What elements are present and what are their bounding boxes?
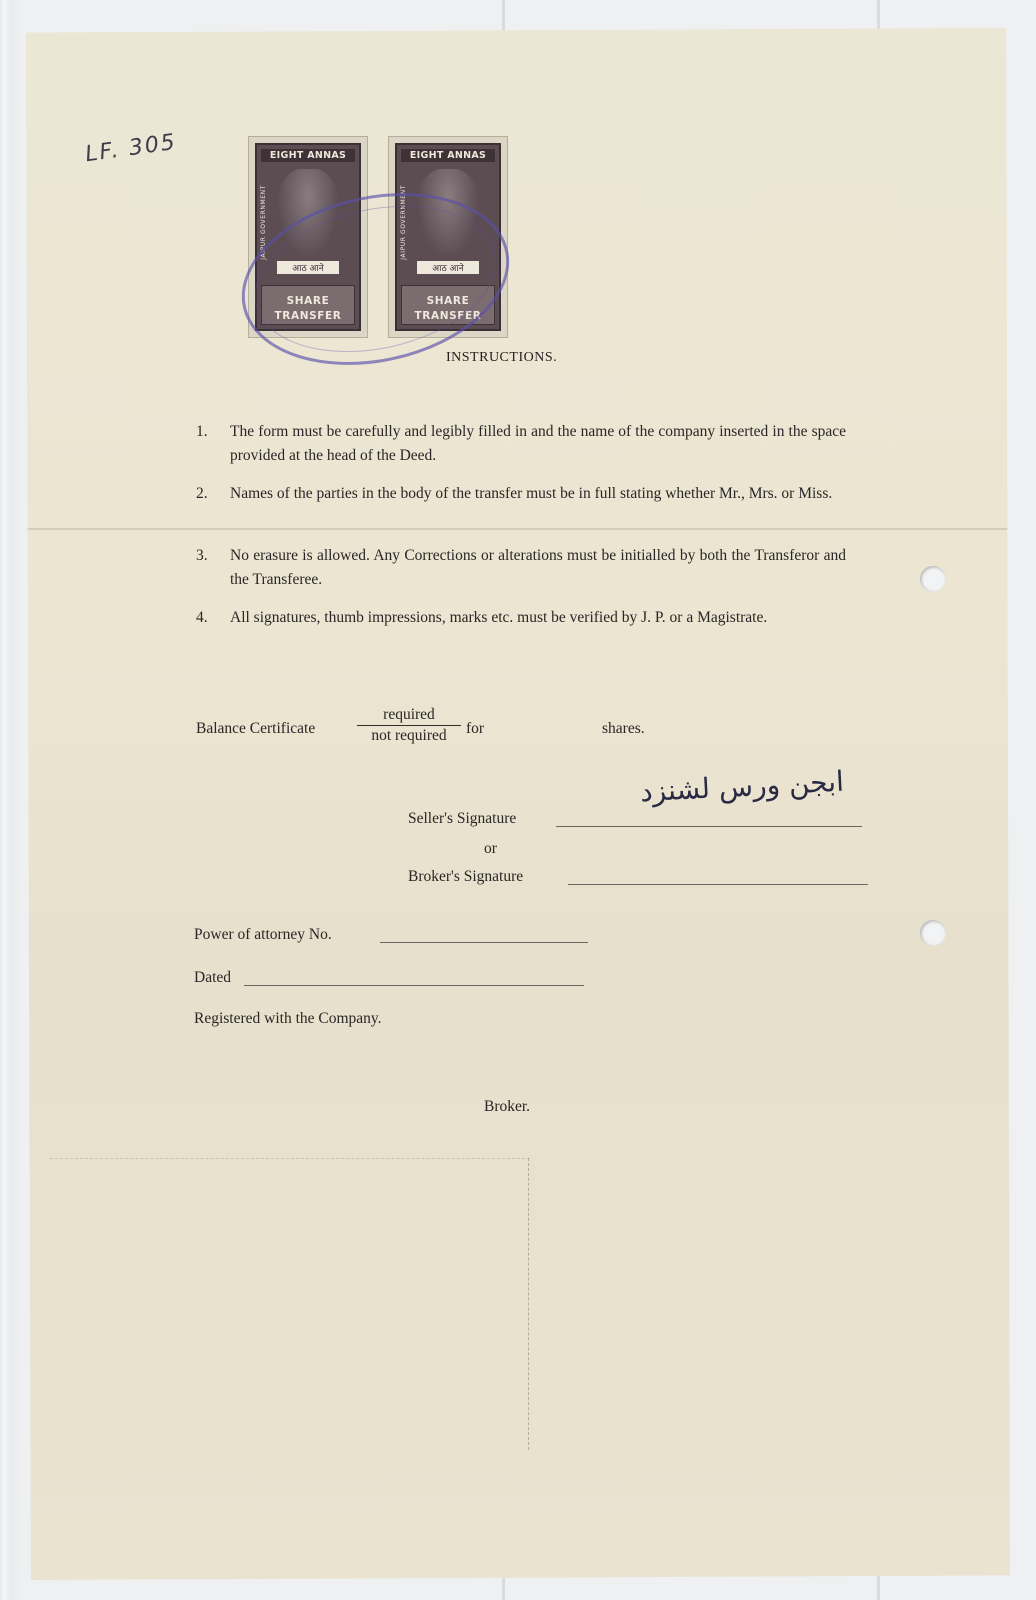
stamp-denomination: EIGHT ANNAS — [261, 149, 355, 162]
stamp-purpose: SHARE TRANSFER — [261, 285, 355, 325]
punch-hole — [920, 566, 946, 592]
punch-hole — [920, 920, 946, 946]
stamp-issuer: JAIPUR GOVERNMENT — [400, 185, 407, 260]
instruction-item: 1. The form must be carefully and legibly filled in and the name of the company inserted in the space provided at the head of the Deed. — [196, 423, 846, 464]
stamp-hindi-value: आठ आने — [277, 261, 339, 274]
handwritten-signature: ابجن ورس لشنزد — [639, 764, 845, 809]
instruction-item: 3. No erasure is allowed. Any Corrections or alterations must be initialled by both the Transferor and the Transferee. — [196, 547, 846, 588]
stamp-denomination: EIGHT ANNAS — [401, 149, 495, 162]
brokers-signature-line[interactable] — [568, 884, 868, 885]
instruction-item: 2. Names of the parties in the body of the transfer must be in full stating whether Mr., Mrs. or Miss. — [196, 485, 833, 502]
sellers-signature-line[interactable] — [556, 826, 862, 827]
for-label: for — [466, 720, 485, 737]
reference-mark: LF. 305 — [83, 129, 179, 168]
option-not-required: not required — [371, 727, 447, 744]
shares-label: shares. — [602, 720, 645, 737]
instruction-item: 4. All signatures, thumb impressions, marks etc. must be verified by J. P. or a Magistrate. — [196, 609, 768, 626]
stamp-issuer: JAIPUR GOVERNMENT — [260, 185, 267, 260]
power-of-attorney-label: Power of attorney No. — [194, 926, 332, 943]
power-of-attorney-line[interactable] — [380, 942, 588, 943]
document-page — [26, 28, 1010, 1580]
fold-crease — [26, 528, 1010, 530]
brokers-signature-label: Broker's Signature — [408, 868, 524, 885]
dated-label: Dated — [194, 969, 232, 986]
balance-certificate-options — [357, 706, 461, 745]
or-label: or — [484, 840, 497, 857]
dated-line[interactable] — [244, 985, 584, 986]
balance-certificate-label: Balance Certificate — [196, 720, 316, 737]
broker-label: Broker. — [484, 1098, 531, 1115]
fold-crease-horizontal — [50, 1158, 530, 1159]
instructions-heading: INSTRUCTIONS. — [446, 350, 558, 365]
fold-crease-vertical — [528, 1158, 529, 1450]
registered-label: Registered with the Company. — [194, 1010, 382, 1027]
stamp-purpose: SHARE TRANSFER — [401, 285, 495, 325]
option-required: required — [383, 706, 435, 723]
stamp-hindi-value: आठ आने — [417, 261, 479, 274]
sellers-signature-label: Seller's Signature — [408, 810, 517, 827]
